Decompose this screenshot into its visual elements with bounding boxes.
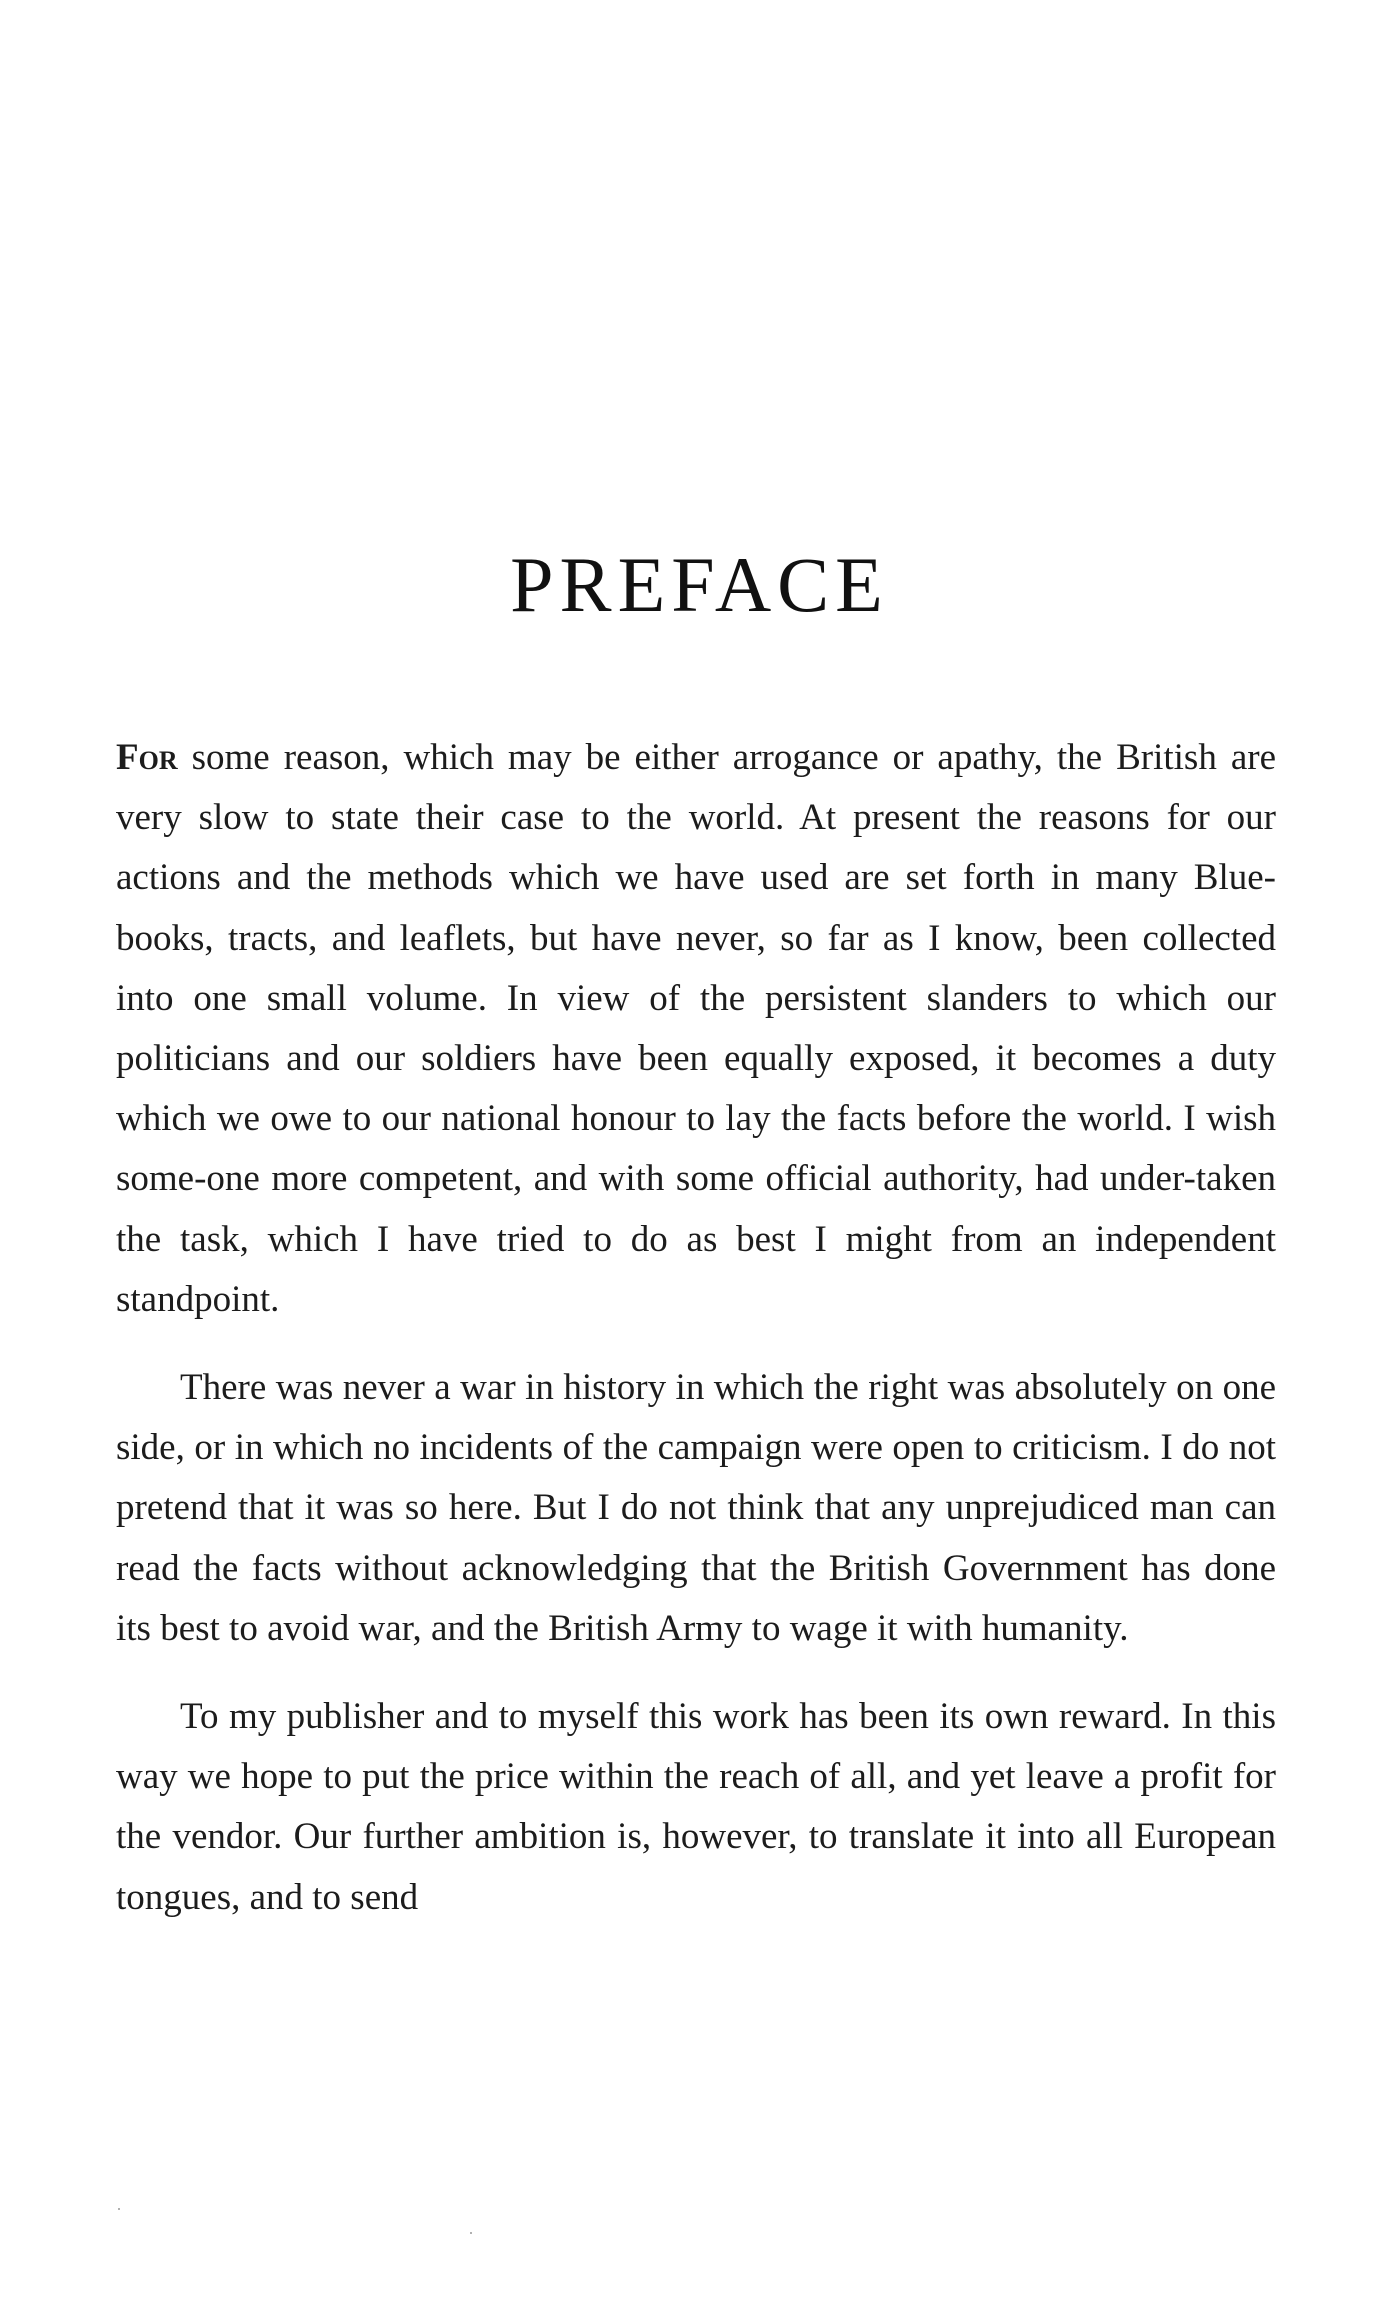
drop-lead-word: For [116, 737, 178, 778]
paper-speck [470, 2232, 472, 2234]
page-title: PREFACE [510, 541, 889, 628]
paragraph-2: There was never a war in history in which the right was absolutely on one side, or in which no incidents of the campaign were open to criticism. I do not pretend that it was so here. But I do not think that any unprejudiced man can read the facts without acknowledging that the British Government has done its best to avoid war, and the British Army to wage it with humanity. [116, 1367, 1276, 1649]
paragraph-3: To my publisher and to myself this work has been its own reward. In this way we hope to put the price within the reach of all, and yet leave a profit for the vendor. Our further ambition is, however, to translate it into all European tongues, and to send [116, 1696, 1276, 1918]
preface-body [116, 728, 1276, 1956]
paragraph-1 [116, 728, 1276, 1330]
paragraph-1-text: some reason, which may be either arrogance or apathy, the British are very slow to state their case to the world. At present the reasons for our actions and the methods which we have used are set forth in many Blue-books, tracts, and leaflets, but have never, so far as I know, been collected into one small volume. In view of the persistent slanders to which our politicians and our soldiers have been equally exposed, it becomes a duty which we owe to our national honour to lay the facts before the world. I wish some-one more competent, and with some official authority, had under-taken the task, which I have tried to do as best I might from an independent standpoint. [116, 737, 1276, 1320]
paper-speck [118, 2208, 120, 2210]
